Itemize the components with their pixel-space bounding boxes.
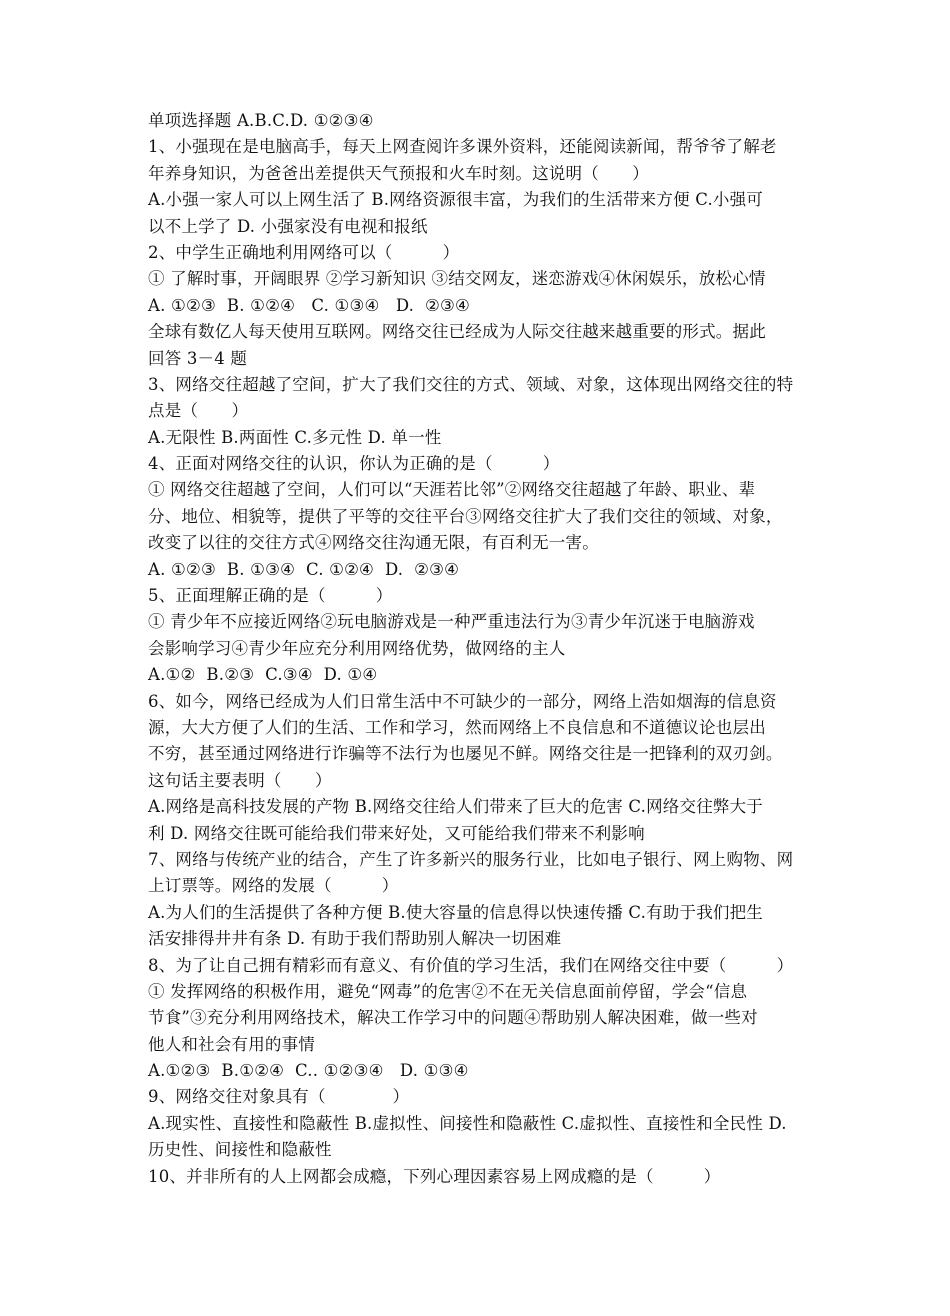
- question-8-options: A.①②③ B.①②④ C.. ①②③④ D. ①③④: [148, 1061, 469, 1081]
- question-1-line-1: 1、小强现在是电脑高手，每天上网查阅许多课外资料，还能阅读新闻，帮爷爷了解老: [148, 137, 777, 157]
- document-page: [148, 108, 808, 1190]
- question-6-options-line-1: A.网络是高科技发展的产物 B.网络交往给人们带来了巨大的危害 C.网络交往弊大于: [148, 797, 764, 817]
- question-4-statements-line-2: 分、地位、相貌等，提供了平等的交往平台③网络交往扩大了我们交往的领域、对象，: [148, 506, 783, 526]
- question-1-options-line-2: 以不上学了 D. 小强家没有电视和报纸: [148, 216, 428, 236]
- question-4-options: A. ①②③ B. ①③④ C. ①②④ D. ②③④: [148, 559, 460, 579]
- question-5-line-1: 5、正面理解正确的是（ ）: [148, 586, 393, 606]
- question-7-options-line-2: 活安排得井井有条 D. 有助于我们帮助别人解决一切困难: [148, 929, 562, 949]
- question-2-options: A. ①②③ B. ①②④ C. ①③④ D. ②③④: [148, 295, 470, 315]
- text-line-1: 单项选择题 A.B.C.D. ①②③④: [148, 111, 374, 130]
- question-8-statements-line-1: ① 发挥网络的积极作用，避免“网毒”的危害②不在无关信息面前停留，学会“信息: [148, 981, 748, 1001]
- question-2-line-1: 2、中学生正确地利用网络可以（ ）: [148, 242, 460, 262]
- question-9-line-1: 9、网络交往对象具有（ ）: [148, 1087, 410, 1107]
- question-5-options: A.①② B.②③ C.③④ D. ①④: [148, 665, 378, 685]
- question-1-line-2: 年养身知识，为爸爸出差提供天气预报和火车时刻。这说明（ ）: [148, 163, 649, 183]
- question-3-options: A.无限性 B.两面性 C.多元性 D. 单一性: [148, 427, 442, 447]
- question-6-line-4: 这句话主要表明（ ）: [148, 770, 332, 790]
- question-2-statements: ① 了解时事，开阔眼界 ②学习新知识 ③结交网友，迷恋游戏④休闲娱乐，放松心情: [148, 269, 766, 289]
- question-3-line-2: 点是（ ）: [148, 401, 249, 421]
- question-8-statements-line-2: 节食”③充分利用网络技术，解决工作学习中的问题④帮助别人解决困难，做一些对: [148, 1008, 758, 1028]
- question-4-line-1: 4、正面对网络交往的认识，你认为正确的是（ ）: [148, 454, 560, 474]
- question-5-statements-line-1: ① 青少年不应接近网络②玩电脑游戏是一种严重违法行为③青少年沉迷于电脑游戏: [148, 612, 755, 632]
- question-1-options-line-1: A.小强一家人可以上网生活了 B.网络资源很丰富，为我们的生活带来方便 C.小强可: [148, 190, 764, 210]
- question-4-statements-line-3: 改变了以往的交往方式④网络交往沟通无限，有百利无一害。: [148, 533, 599, 553]
- passage-line-1: 全球有数亿人每天使用互联网。网络交往已经成为人际交往越来越重要的形式。据此: [148, 322, 766, 342]
- question-6-options-line-2: 利 D. 网络交往既可能给我们带来好处，又可能给我们带来不利影响: [148, 823, 645, 843]
- question-9-options-line-1: A.现实性、直接性和隐蔽性 B.虚拟性、间接性和隐蔽性 C.虚拟性、直接性和全民性 D.: [148, 1113, 787, 1133]
- question-10-line-1: 10、并非所有的人上网都会成瘾，下列心理因素容易上网成瘾的是（ ）: [148, 1166, 721, 1186]
- question-3-line-1: 3、网络交往超越了空间，扩大了我们交往的方式、领域、对象，这体现出网络交往的特: [148, 374, 794, 394]
- question-4-statements-line-1: ① 网络交往超越了空间，人们可以“天涯若比邻”②网络交往超越了年龄、职业、辈: [148, 480, 756, 500]
- question-6-line-3: 不穷，甚至通过网络进行诈骗等不法行为也屡见不鲜。网络交往是一把锋利的双刃剑。: [148, 744, 783, 764]
- question-6-line-2: 源，大大方便了人们的生活、工作和学习，然而网络上不良信息和不道德议论也层出: [148, 717, 766, 737]
- question-5-statements-line-2: 会影响学习④青少年应充分利用网络优势，做网络的主人: [148, 638, 566, 658]
- question-9-options-line-2: 历史性、间接性和隐蔽性: [148, 1140, 332, 1160]
- passage-line-2: 回答 3－4 题: [148, 348, 248, 368]
- question-7-options-line-1: A.为人们的生活提供了各种方便 B.使大容量的信息得以快速传播 C.有助于我们把生: [148, 902, 764, 922]
- question-7-line-2: 上订票等。网络的发展（ ）: [148, 876, 399, 896]
- question-7-line-1: 7、网络与传统产业的结合，产生了许多新兴的服务行业，比如电子银行、网上购物、网: [148, 849, 794, 869]
- question-6-line-1: 6、如今，网络已经成为人们日常生活中不可缺少的一部分，网络上浩如烟海的信息资: [148, 691, 777, 711]
- question-8-statements-line-3: 他人和社会有用的事情: [148, 1034, 315, 1054]
- question-8-line-1: 8、为了让自己拥有精彩而有意义、有价值的学习生活，我们在网络交往中要（ ）: [148, 955, 794, 975]
